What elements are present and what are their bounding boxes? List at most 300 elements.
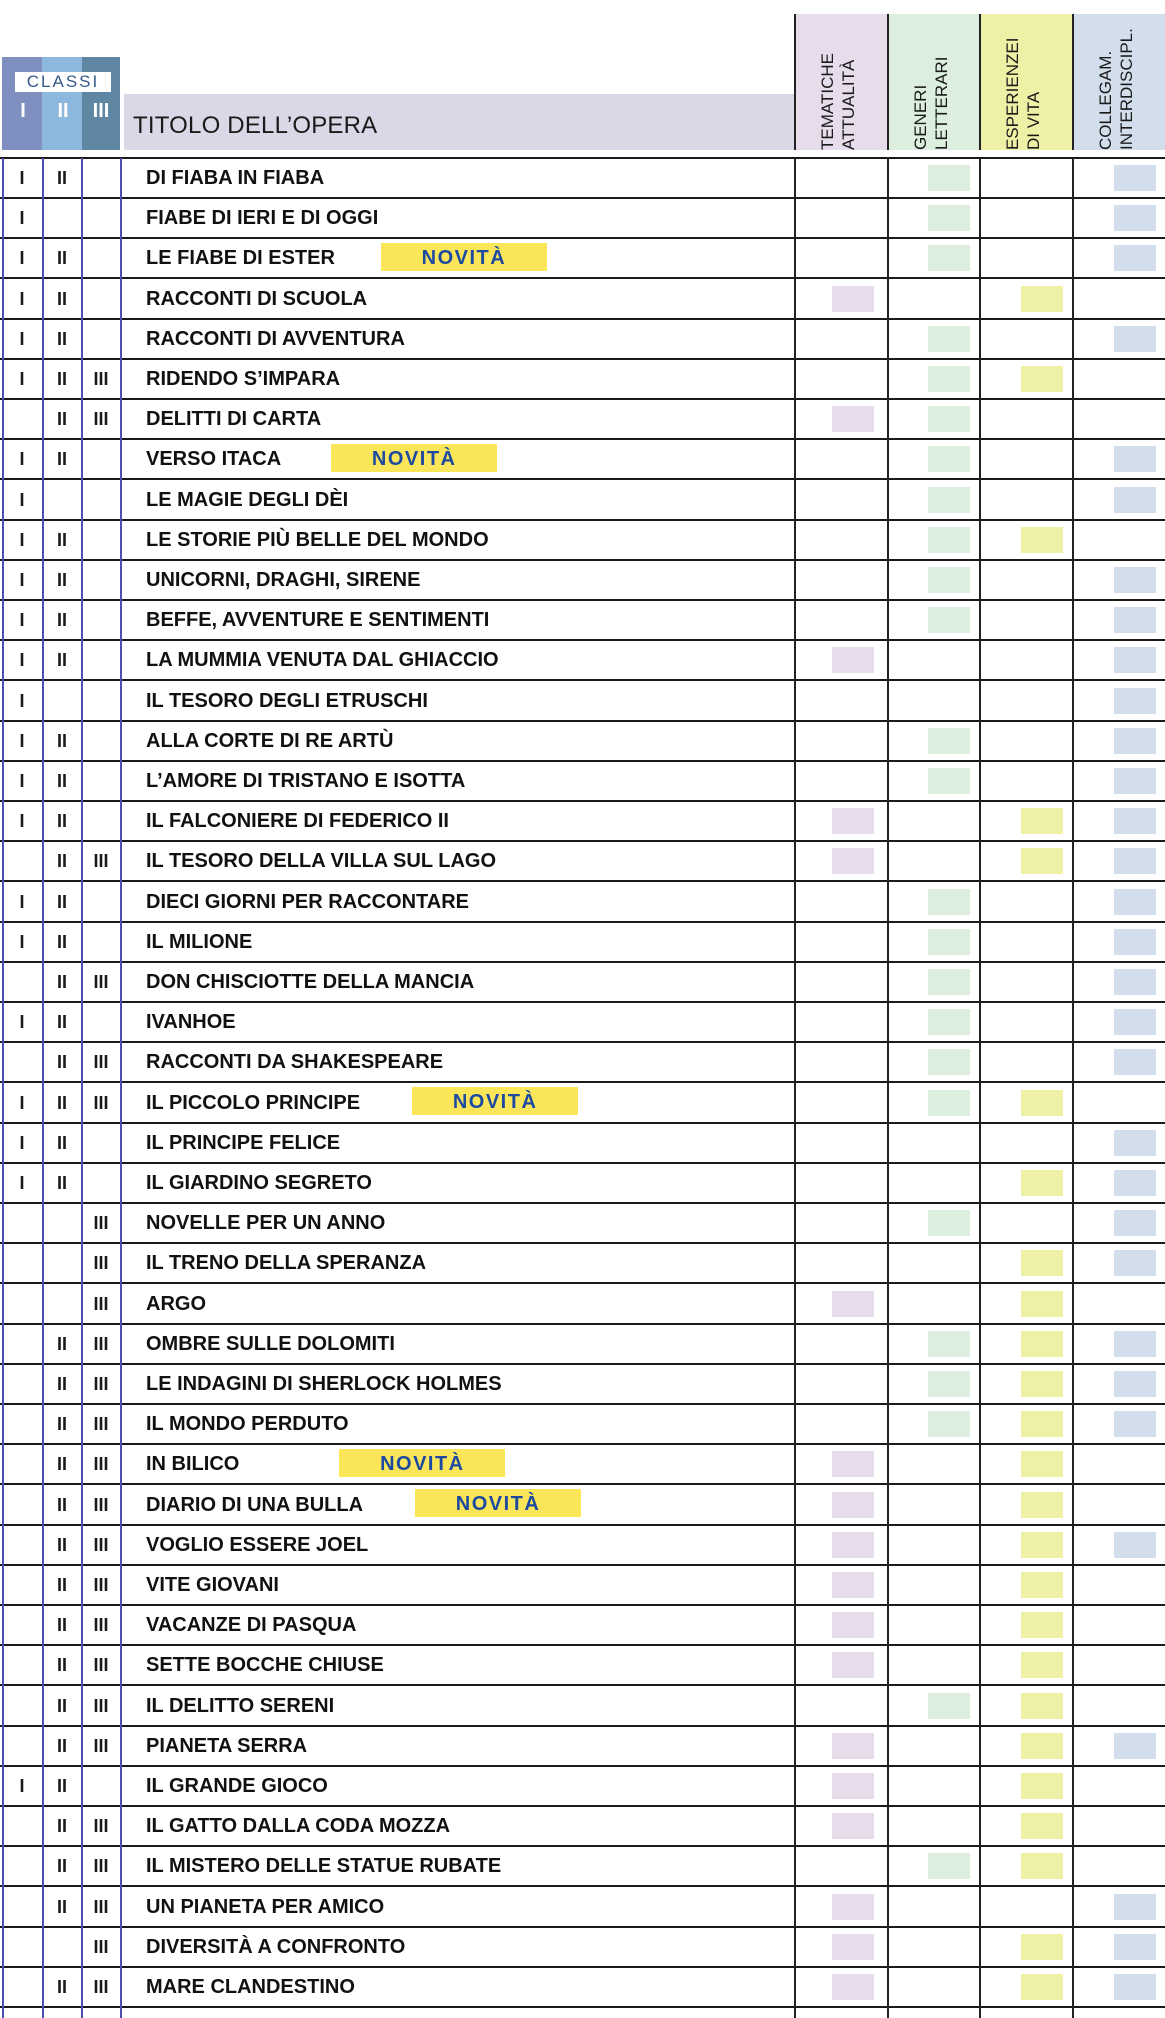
class-cell-3 [81, 198, 121, 238]
mark-col [1114, 1733, 1156, 1759]
class-cell-2: II [56, 891, 67, 912]
mark-gen [928, 245, 970, 271]
class-cell-3 [81, 882, 121, 922]
header-divider-1 [794, 14, 796, 150]
class-cell-2: II [56, 328, 67, 349]
class-cell-2: II [56, 1374, 67, 1394]
table-row [0, 801, 1165, 841]
book-title-cell [146, 1766, 328, 1806]
class-cell-3 [81, 279, 121, 319]
book-title: IVANHOE [146, 1011, 236, 1034]
mark-col [1114, 1009, 1156, 1035]
book-title-cell [146, 158, 324, 198]
mark-tem [832, 647, 874, 673]
class-cell-2: II [56, 1052, 67, 1073]
class-cell-2 [42, 1203, 82, 1243]
mark-esp [1021, 1693, 1063, 1719]
class-cell-3: III [93, 409, 109, 430]
class-cell-2: II [56, 1534, 67, 1555]
class-cell-3 [81, 439, 121, 479]
mark-gen [928, 205, 970, 231]
mark-tem [832, 1572, 874, 1598]
table-row [0, 1364, 1165, 1404]
mark-gen [928, 165, 970, 191]
class-cell-3: III [93, 1615, 109, 1636]
header-divider-4 [1072, 14, 1074, 150]
header-tematiche-line1: TEMATICHE [818, 53, 837, 150]
novita-badge: NOVITÀ [331, 444, 497, 472]
mark-gen [928, 889, 970, 915]
header-tematiche-line2: ATTUALITÀ [839, 59, 858, 150]
class-cell-1 [2, 1967, 42, 2007]
class-cell-1 [2, 1203, 42, 1243]
mark-col [1114, 446, 1156, 472]
table-row [0, 399, 1165, 439]
table-row [0, 1645, 1165, 1685]
mark-col [1114, 647, 1156, 673]
mark-col [1114, 1371, 1156, 1397]
book-title-cell [146, 922, 252, 962]
book-title: RIDENDO S’IMPARA [146, 368, 341, 390]
class-cell-1: I [19, 1776, 25, 1796]
table-row [0, 520, 1165, 560]
table-row [0, 1686, 1165, 1726]
book-title-cell [146, 480, 348, 520]
book-title-cell [146, 1846, 501, 1886]
class-cell-3: III [93, 1534, 109, 1555]
class-cell-1: I [19, 449, 25, 470]
class-cell-3: III [93, 1896, 109, 1917]
book-title: OMBRE SULLE DOLOMITI [146, 1332, 395, 1355]
class-cell-3 [81, 1163, 121, 1203]
mark-esp [1021, 1733, 1063, 1759]
book-title-cell [146, 801, 449, 841]
mark-esp [1021, 848, 1063, 874]
class-cell-3 [81, 801, 121, 841]
class-cell-3 [81, 1766, 121, 1806]
table-row [0, 1324, 1165, 1364]
class-cell-2: II [56, 1977, 67, 1997]
book-title-cell [146, 721, 393, 761]
class-cell-1: I [19, 1012, 25, 1033]
mark-esp [1021, 1331, 1063, 1357]
mark-gen [928, 1049, 970, 1075]
table-row [0, 1243, 1165, 1283]
classi-num-1: I [20, 100, 26, 122]
class-cell-3 [81, 761, 121, 801]
class-cell-2: II [56, 1816, 67, 1837]
mark-tem [832, 1291, 874, 1317]
table-row [0, 841, 1165, 881]
mark-tem [832, 808, 874, 834]
table-row [0, 1525, 1165, 1565]
table-row [0, 1806, 1165, 1846]
class-cell-2: II [56, 1494, 67, 1515]
table-line-tem [794, 158, 796, 2018]
class-cell-2 [42, 1284, 82, 1324]
class-cell-3 [81, 480, 121, 520]
class-cell-2: II [56, 570, 67, 590]
class-cell-1 [2, 1243, 42, 1283]
table-line-left [2, 158, 4, 2018]
book-title-cell [146, 399, 321, 439]
class-cell-1: I [19, 489, 25, 510]
class-cell-2: II [56, 771, 67, 791]
class-cell-2: II [56, 730, 67, 751]
table-line-esp [979, 158, 981, 2018]
mark-esp [1021, 366, 1063, 392]
mark-tem [832, 1934, 874, 1960]
book-title-cell [146, 359, 340, 399]
mark-col [1114, 808, 1156, 834]
mark-gen [928, 1853, 970, 1879]
book-title: UNICORNI, DRAGHI, SIRENE [146, 569, 421, 591]
table-row [0, 439, 1165, 479]
table-row [0, 600, 1165, 640]
mark-col [1114, 1331, 1156, 1357]
mark-col [1114, 165, 1156, 191]
book-title-cell [146, 1123, 340, 1163]
mark-esp [1021, 1934, 1063, 1960]
mark-col [1114, 326, 1156, 352]
mark-col [1114, 1974, 1156, 2000]
class-cell-1: I [19, 610, 25, 631]
table-row [0, 1887, 1165, 1927]
table-row [0, 480, 1165, 520]
mark-col [1114, 688, 1156, 714]
mark-gen [928, 768, 970, 794]
table-row [0, 1163, 1165, 1203]
mark-tem [832, 1451, 874, 1477]
class-cell-3: III [93, 1936, 109, 1957]
mark-col [1114, 1210, 1156, 1236]
table-row [0, 1083, 1165, 1123]
class-cell-1 [2, 1364, 42, 1404]
book-title: VACANZE DI PASQUA [146, 1614, 357, 1637]
book-title-cell [146, 841, 496, 881]
book-title-cell [146, 962, 474, 1002]
book-title: NOVELLE PER UN ANNO [146, 1212, 386, 1235]
book-title: PIANETA SERRA [146, 1734, 308, 1757]
mark-tem [832, 406, 874, 432]
mark-esp [1021, 286, 1063, 312]
book-title-cell [146, 640, 499, 680]
table-row [0, 238, 1165, 278]
table-row [0, 1846, 1165, 1886]
class-cell-1: I [19, 570, 25, 590]
novita-badge: NOVITÀ [412, 1087, 578, 1115]
book-title-cell [146, 560, 420, 600]
book-title: LE STORIE PIÙ BELLE DEL MONDO [146, 528, 489, 551]
class-cell-3 [81, 520, 121, 560]
class-cell-3: III [93, 1695, 109, 1716]
mark-col [1114, 205, 1156, 231]
table-row [0, 359, 1165, 399]
class-cell-1 [2, 1806, 42, 1846]
mark-gen [928, 366, 970, 392]
class-cell-3: III [93, 1977, 109, 1997]
class-cell-2 [42, 480, 82, 520]
classi-num-2: II [57, 100, 69, 122]
book-title-cell [146, 1404, 349, 1444]
mark-tem [832, 1733, 874, 1759]
class-cell-2: II [56, 1454, 67, 1475]
novita-badge: NOVITÀ [339, 1449, 505, 1477]
table-line-c1 [42, 158, 44, 2018]
book-title: ARGO [146, 1292, 206, 1315]
class-cell-2: II [56, 1132, 67, 1153]
book-title: FIABE DI IERI E DI OGGI [146, 207, 379, 230]
table-row [0, 721, 1165, 761]
class-cell-3: III [93, 1293, 109, 1314]
table-row [0, 1927, 1165, 1967]
classi-label: CLASSI [15, 72, 111, 92]
mark-col [1114, 889, 1156, 915]
mark-gen [928, 1693, 970, 1719]
mark-tem [832, 286, 874, 312]
mark-esp [1021, 1974, 1063, 2000]
mark-col [1114, 1894, 1156, 1920]
header-tematiche [796, 14, 888, 150]
novita-badge: NOVITÀ [381, 243, 547, 271]
table-line-gen [887, 158, 889, 2018]
book-title: BEFFE, AVVENTURE E SENTIMENTI [146, 609, 490, 632]
book-title-cell [146, 1444, 505, 1484]
header-divider-3 [979, 14, 981, 150]
class-cell-1: I [19, 208, 25, 229]
class-cell-3: III [93, 1575, 109, 1595]
mark-tem [832, 1974, 874, 2000]
table-row [0, 640, 1165, 680]
book-title-cell [146, 1565, 279, 1605]
class-cell-1 [2, 1565, 42, 1605]
class-cell-3 [81, 319, 121, 359]
table-row [0, 279, 1165, 319]
mark-gen [928, 1331, 970, 1357]
book-title: DIECI GIORNI PER RACCONTARE [146, 890, 469, 913]
header-collegamenti-line1: COLLEGAM. [1096, 50, 1115, 150]
class-cell-1 [2, 1927, 42, 1967]
table-line-c2 [81, 158, 83, 2018]
class-cell-3: III [93, 1253, 109, 1274]
class-cell-1: I [19, 288, 25, 309]
mark-gen [928, 1411, 970, 1437]
table-row [0, 1203, 1165, 1243]
class-cell-1 [2, 962, 42, 1002]
class-cell-2: II [56, 529, 67, 550]
table-row [0, 319, 1165, 359]
book-title-cell [146, 1243, 426, 1283]
book-title: VITE GIOVANI [146, 1574, 279, 1596]
mark-tem [832, 1612, 874, 1638]
class-cell-3: III [93, 1052, 109, 1073]
mark-esp [1021, 1773, 1063, 1799]
book-title: IN BILICO [146, 1453, 240, 1476]
class-cell-2 [42, 681, 82, 721]
class-cell-2: II [56, 168, 67, 188]
book-title: DIARIO DI UNA BULLA [146, 1493, 364, 1516]
class-cell-2: II [56, 288, 67, 309]
book-title: RACCONTI DI AVVENTURA [146, 327, 405, 350]
book-title-cell [146, 238, 547, 278]
header-generi-line1: GENERI [911, 84, 930, 150]
mark-col [1114, 607, 1156, 633]
book-title: DI FIABA IN FIABA [146, 167, 325, 189]
header-collegamenti [1074, 14, 1165, 150]
class-cell-2: II [56, 1414, 67, 1435]
table-row [0, 1605, 1165, 1645]
header-divider-2 [887, 14, 889, 150]
mark-gen [928, 1009, 970, 1035]
mark-esp [1021, 1090, 1063, 1116]
table-row [0, 198, 1165, 238]
book-title: VOGLIO ESSERE JOEL [146, 1533, 369, 1556]
class-cell-3: III [93, 1816, 109, 1837]
book-title-cell [146, 600, 489, 640]
book-title: IL TESORO DELLA VILLA SUL LAGO [146, 850, 497, 873]
class-cell-1: I [19, 931, 25, 952]
class-cell-3 [81, 681, 121, 721]
book-title: IL FALCONIERE DI FEDERICO II [146, 810, 449, 833]
table-row [0, 681, 1165, 721]
table-row [0, 1485, 1165, 1525]
class-cell-3: III [93, 1414, 109, 1435]
mark-gen [928, 607, 970, 633]
class-cell-1 [2, 1525, 42, 1565]
class-cell-3 [81, 560, 121, 600]
book-title-cell [146, 1967, 355, 2007]
table-row [0, 962, 1165, 1002]
book-title-cell [146, 1203, 385, 1243]
book-title: IL DELITTO SERENI [146, 1694, 335, 1717]
header-generi [889, 14, 981, 150]
header-generi-line2: LETTERARI [932, 56, 951, 150]
table-row [0, 1726, 1165, 1766]
mark-esp [1021, 1371, 1063, 1397]
mark-col [1114, 728, 1156, 754]
class-cell-2: II [56, 851, 67, 872]
table-row [0, 1123, 1165, 1163]
table-row [0, 560, 1165, 600]
table-row [0, 1444, 1165, 1484]
book-title-cell [146, 319, 405, 359]
class-cell-1 [2, 1726, 42, 1766]
book-title: IL MONDO PERDUTO [146, 1413, 349, 1436]
table-row [0, 922, 1165, 962]
class-cell-2: II [56, 1735, 67, 1756]
book-title: LE MAGIE DEGLI DÈI [146, 488, 349, 511]
book-title: LE INDAGINI DI SHERLOCK HOLMES [146, 1373, 502, 1395]
mark-tem [832, 1894, 874, 1920]
book-title-cell [146, 1806, 450, 1846]
mark-gen [928, 527, 970, 553]
mark-gen [928, 1090, 970, 1116]
class-cell-1 [2, 1444, 42, 1484]
book-title: IL PRINCIPE FELICE [146, 1131, 341, 1154]
class-cell-2: II [56, 1856, 67, 1877]
class-cell-1: I [19, 690, 25, 711]
book-title: LA MUMMIA VENUTA DAL GHIACCIO [146, 649, 499, 672]
class-cell-1 [2, 1324, 42, 1364]
class-cell-3: III [93, 851, 109, 872]
class-cell-1: I [19, 369, 25, 389]
mark-esp [1021, 1451, 1063, 1477]
mark-col [1114, 245, 1156, 271]
class-cell-3: III [93, 972, 109, 992]
mark-col [1114, 567, 1156, 593]
book-title-cell [146, 520, 489, 560]
book-title: MARE CLANDESTINO [146, 1976, 355, 1998]
class-cell-2: II [56, 811, 67, 832]
book-title: DIVERSITÀ A CONFRONTO [146, 1935, 406, 1958]
book-title: IL MILIONE [146, 930, 253, 953]
mark-col [1114, 1130, 1156, 1156]
class-cell-1: I [19, 328, 25, 349]
class-cell-3 [81, 1123, 121, 1163]
table-row [0, 1002, 1165, 1042]
book-title: LE FIABE DI ESTER [146, 247, 335, 270]
class-cell-2: II [56, 1092, 67, 1113]
header-collegamenti-line2: INTERDISCIPL. [1117, 28, 1136, 150]
class-cell-2 [42, 1927, 82, 1967]
mark-gen [928, 326, 970, 352]
class-cell-1: I [19, 811, 25, 832]
mark-gen [928, 406, 970, 432]
mark-gen [928, 487, 970, 513]
book-title-cell [146, 1364, 502, 1404]
mark-gen [928, 567, 970, 593]
class-cell-1 [2, 1605, 42, 1645]
class-cell-2: II [56, 449, 67, 470]
mark-tem [832, 1532, 874, 1558]
class-cell-2: II [56, 931, 67, 952]
class-cell-3: III [93, 1374, 109, 1394]
book-title-cell [146, 1324, 395, 1364]
table-row [0, 1766, 1165, 1806]
mark-col [1114, 848, 1156, 874]
mark-col [1114, 929, 1156, 955]
book-title-cell [146, 1485, 581, 1525]
book-title-cell [146, 279, 367, 319]
table-row [0, 1565, 1165, 1605]
book-title-cell [146, 1645, 384, 1685]
class-cell-3: III [93, 369, 109, 389]
class-cell-1 [2, 1404, 42, 1444]
mark-esp [1021, 1411, 1063, 1437]
mark-esp [1021, 1250, 1063, 1276]
class-cell-2: II [56, 972, 67, 992]
mark-esp [1021, 1612, 1063, 1638]
book-title-cell [146, 1887, 384, 1927]
class-cell-2: II [56, 1333, 67, 1354]
class-cell-1: I [19, 730, 25, 751]
mark-esp [1021, 1853, 1063, 1879]
class-cell-1 [2, 1887, 42, 1927]
table-row [0, 1404, 1165, 1444]
class-cell-1 [2, 1686, 42, 1726]
table-line-c3 [120, 158, 122, 2018]
book-title: IL GRANDE GIOCO [146, 1775, 328, 1797]
header-esperienze [981, 14, 1073, 150]
class-cell-3 [81, 238, 121, 278]
class-cell-3: III [93, 1454, 109, 1475]
column-title-header: TITOLO DELL’OPERA [133, 112, 378, 139]
mark-col [1114, 487, 1156, 513]
book-title: SETTE BOCCHE CHIUSE [146, 1654, 384, 1677]
book-title-cell [146, 1605, 356, 1645]
class-cell-2: II [56, 409, 67, 430]
book-title-cell [146, 1686, 334, 1726]
